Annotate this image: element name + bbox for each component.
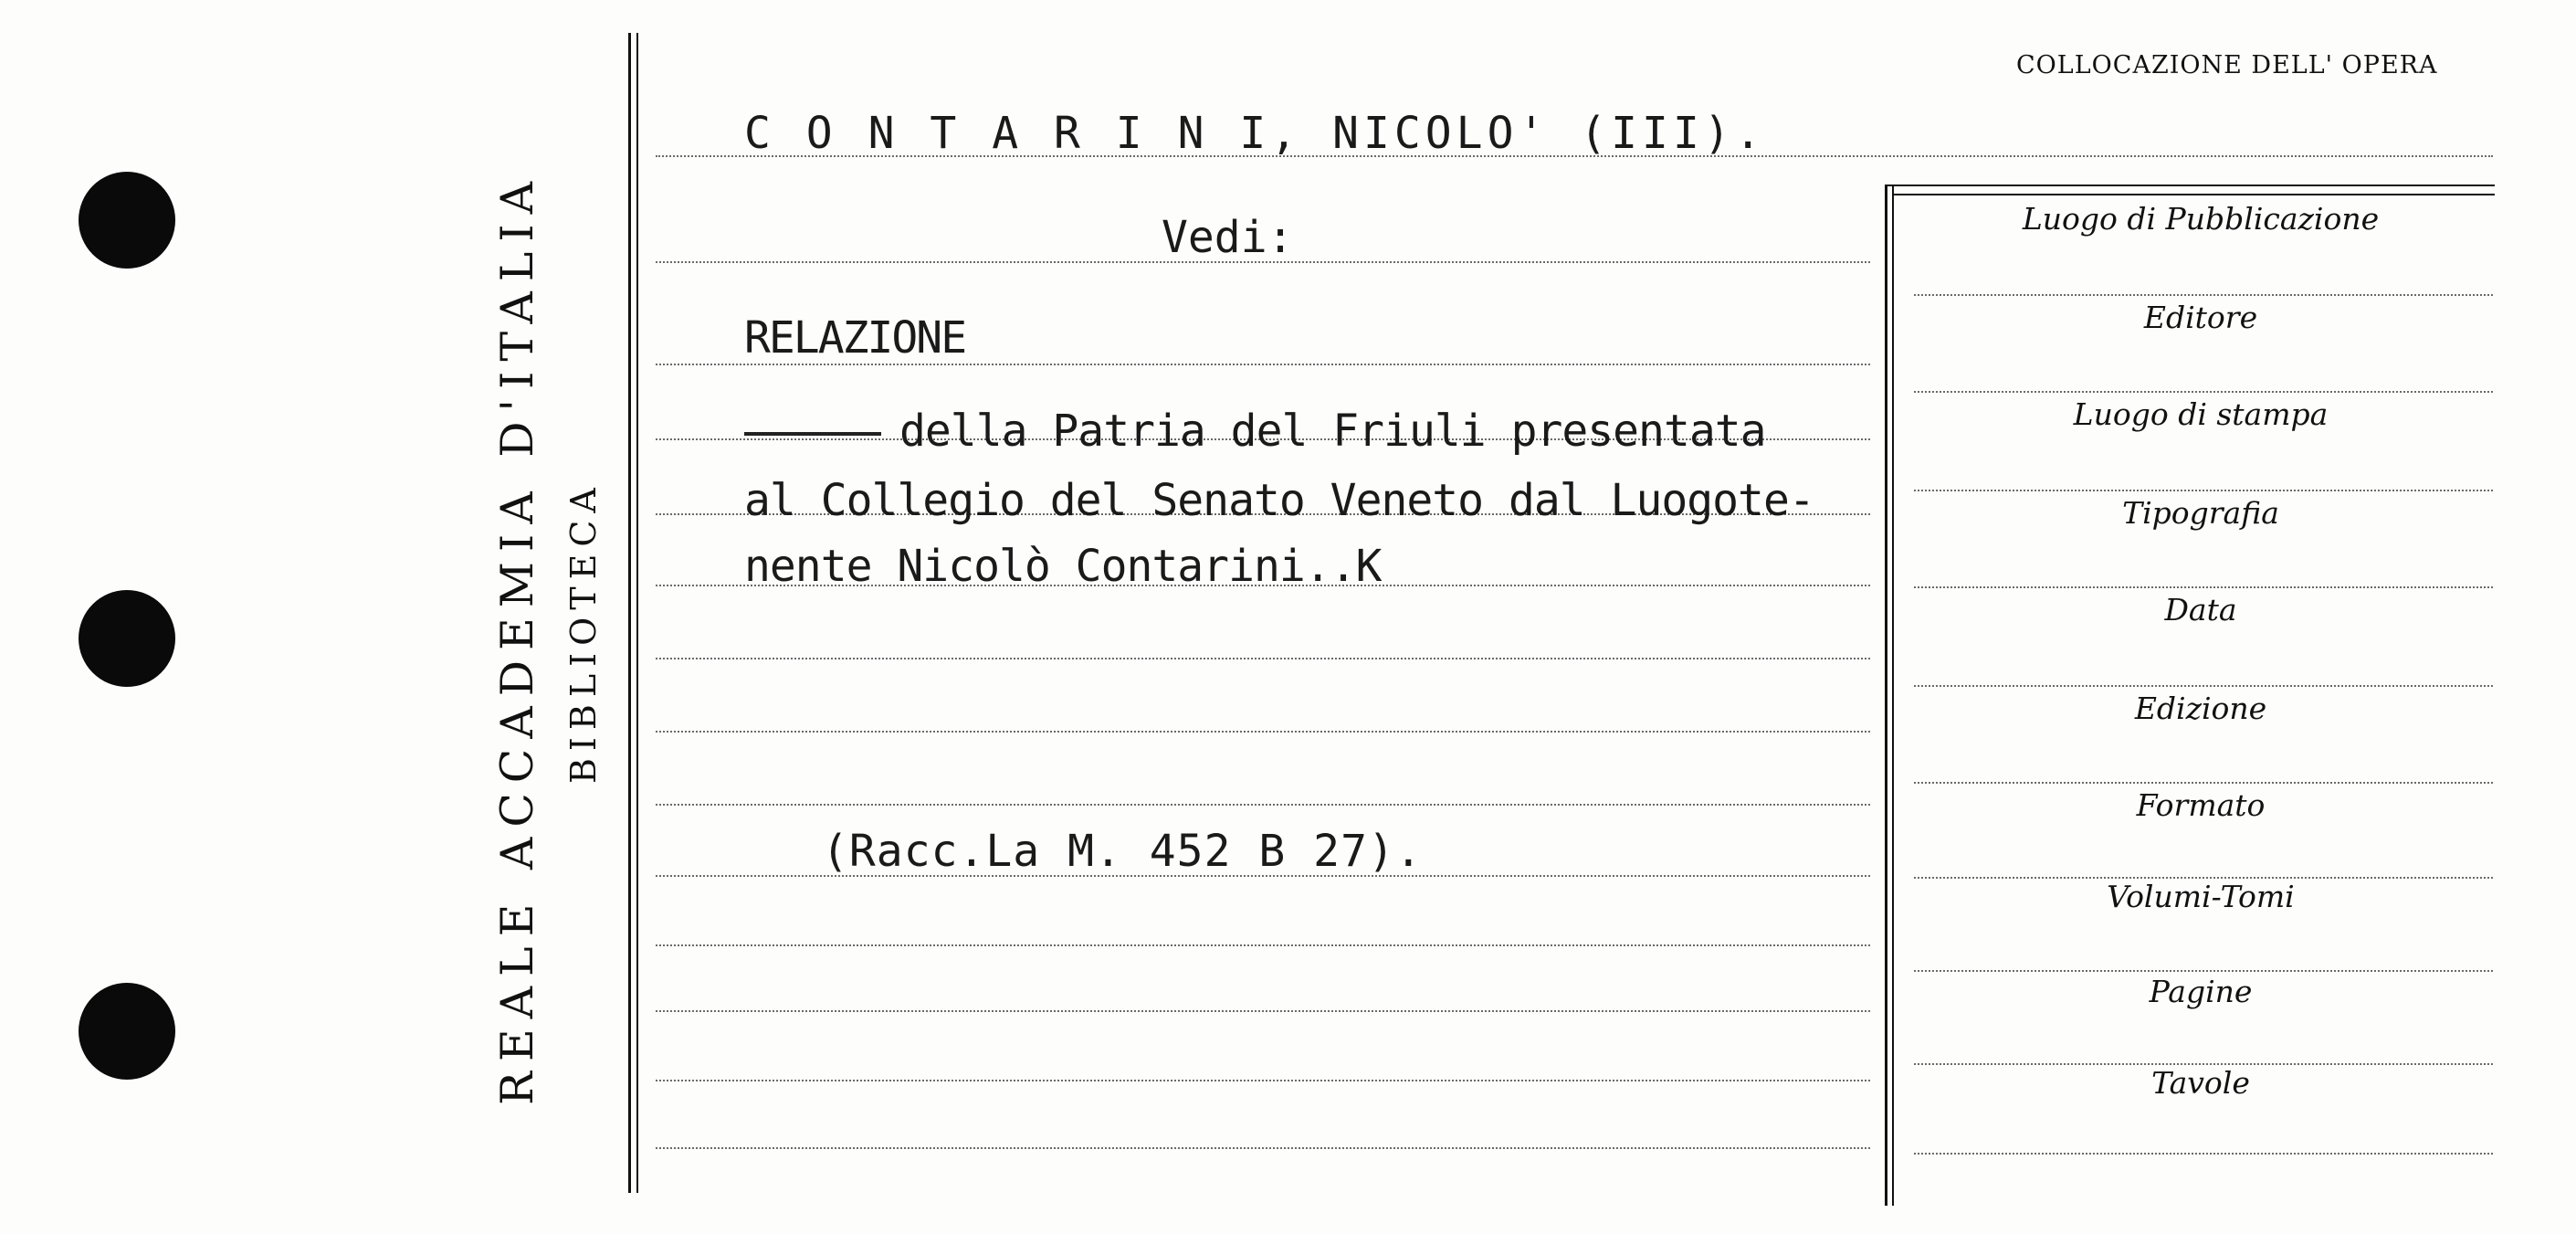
see-reference: Vedi: [1162,212,1294,263]
dotted-rule [656,731,1870,733]
dotted-rule [656,1147,1870,1149]
field-rule [1914,1153,2493,1155]
collocazione-label: COLLOCAZIONE DELL' OPERA [2016,51,2438,79]
dotted-rule [656,1010,1870,1012]
field-volumi-tomi: Volumi-Tomi [2107,879,2295,914]
field-rule [1914,294,2493,296]
field-rule [1914,685,2493,687]
left-double-rule-a [628,33,631,1193]
field-tipografia: Tipografia [2122,495,2279,531]
field-rule [1914,586,2493,588]
left-double-rule-b [636,33,638,1193]
panel-double-rule-b [1892,185,1894,1206]
panel-top-rule-a [1885,185,2495,186]
field-edizione: Edizione [2134,691,2267,726]
title-line-1-text: della Patria del Friuli presentata [899,406,1766,457]
field-data: Data [2164,592,2237,628]
title-line-3: nente Nicolò Contarini..K [744,541,1382,592]
dotted-rule [656,364,1870,365]
punch-hole-middle [79,590,175,687]
punch-hole-bottom [79,983,175,1080]
field-tavole: Tavole [2151,1065,2250,1101]
field-rule [1914,391,2493,393]
punch-hole-top [79,172,175,269]
dotted-rule [656,658,1870,659]
institution-name: REALE ACCADEMIA D'ITALIA [491,171,543,1105]
field-formato: Formato [2136,787,2266,823]
title-line-1 [744,406,1766,457]
library-name: BIBLIOTECA [563,480,604,784]
dotted-rule [656,1080,1870,1081]
field-luogo-stampa: Luogo di stampa [2073,396,2329,432]
call-number: (Racc.La M. 452 B 27). [822,826,1423,877]
title-line-2: al Collegio del Senato Veneto dal Luogote- [744,475,1814,526]
field-rule [1914,970,2493,972]
field-luogo-pubblicazione: Luogo di Pubblicazione [2022,201,2380,237]
field-rule [1914,782,2493,784]
panel-double-rule-a [1885,185,1887,1206]
title-heading: RELAZIONE [744,312,966,364]
author-heading: C O N T A R I N I, NICOLO' (III). [744,108,1766,159]
panel-top-rule-b [1892,194,2495,195]
field-editore: Editore [2143,300,2258,335]
field-pagine: Pagine [2149,974,2253,1009]
dotted-rule [656,804,1870,806]
dotted-rule [656,944,1870,946]
repeat-dash [744,432,881,436]
field-rule [1914,490,2493,491]
